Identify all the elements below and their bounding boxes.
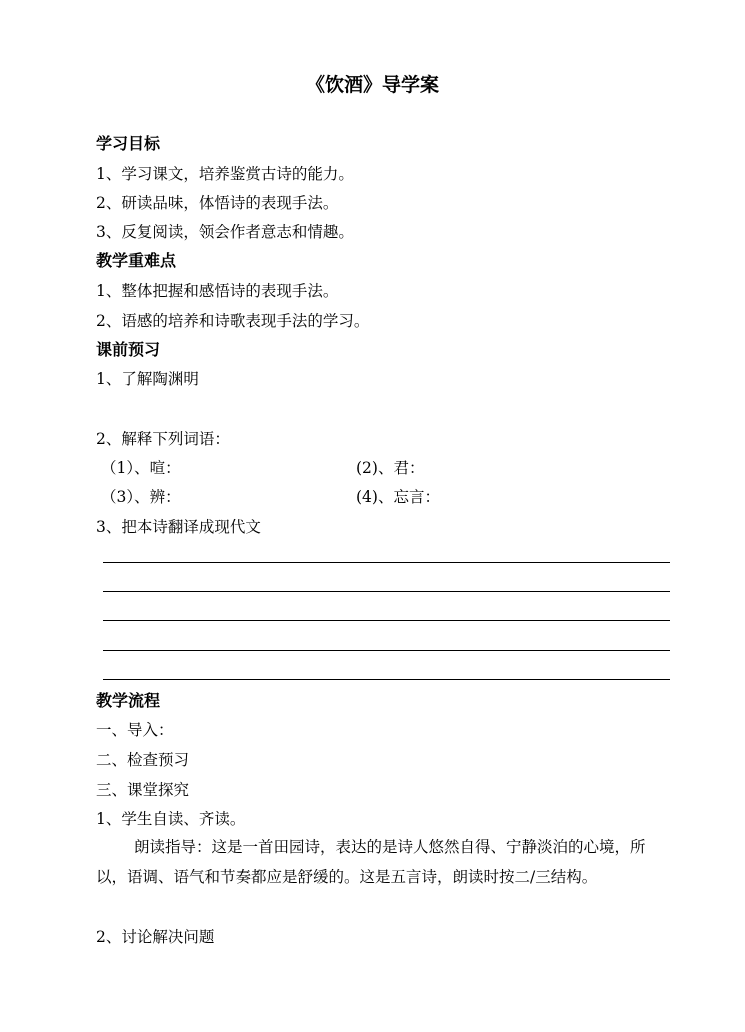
preview-item-2: 2、解释下列词语： (96, 430, 230, 448)
page-title: 《饮酒》导学案 (305, 74, 439, 96)
answer-line-1 (103, 562, 670, 563)
section-heading-process: 教学流程 (96, 691, 161, 710)
preview-item-3: 3、把本诗翻译成现代文 (96, 518, 261, 536)
process-sub-item-2: 2、讨论解决问题 (96, 928, 215, 946)
word-item-2: (2)、君： (356, 459, 425, 477)
objective-item-2: 2、研读品味，体悟诗的表现手法。 (96, 194, 339, 212)
process-step-3: 三、课堂探究 (96, 781, 190, 799)
process-step-1: 一、导入： (96, 721, 174, 739)
word-item-4: (4)、忘言： (356, 488, 440, 506)
key-point-item-1: 1、整体把握和感悟诗的表现手法。 (96, 282, 339, 300)
answer-line-2 (103, 591, 670, 592)
answer-line-4 (103, 650, 670, 651)
section-heading-objectives: 学习目标 (96, 134, 161, 153)
preview-item-1: 1、了解陶渊明 (96, 370, 199, 388)
answer-line-3 (103, 620, 670, 621)
section-heading-key-points: 教学重难点 (96, 251, 177, 270)
answer-line-5 (103, 679, 670, 680)
word-item-1: （1）、喧： (101, 459, 181, 477)
key-point-item-2: 2、语感的培养和诗歌表现手法的学习。 (96, 312, 370, 330)
objective-item-1: 1、学习课文，培养鉴赏古诗的能力。 (96, 165, 354, 183)
word-item-3: （3）、辨： (101, 488, 181, 506)
process-step-2: 二、检查预习 (96, 751, 190, 769)
section-heading-preview: 课前预习 (96, 340, 161, 359)
reading-guide-paragraph: 朗读指导：这是一首田园诗，表达的是诗人悠然自得、宁静淡泊的心境，所以，语调、语气和节奏都应是舒缓的。这是五言诗，朗读时按二/三结构。 (96, 838, 646, 886)
process-sub-item-1: 1、学生自读、齐读。 (96, 810, 246, 828)
objective-item-3: 3、反复阅读，领会作者意志和情趣。 (96, 223, 354, 241)
